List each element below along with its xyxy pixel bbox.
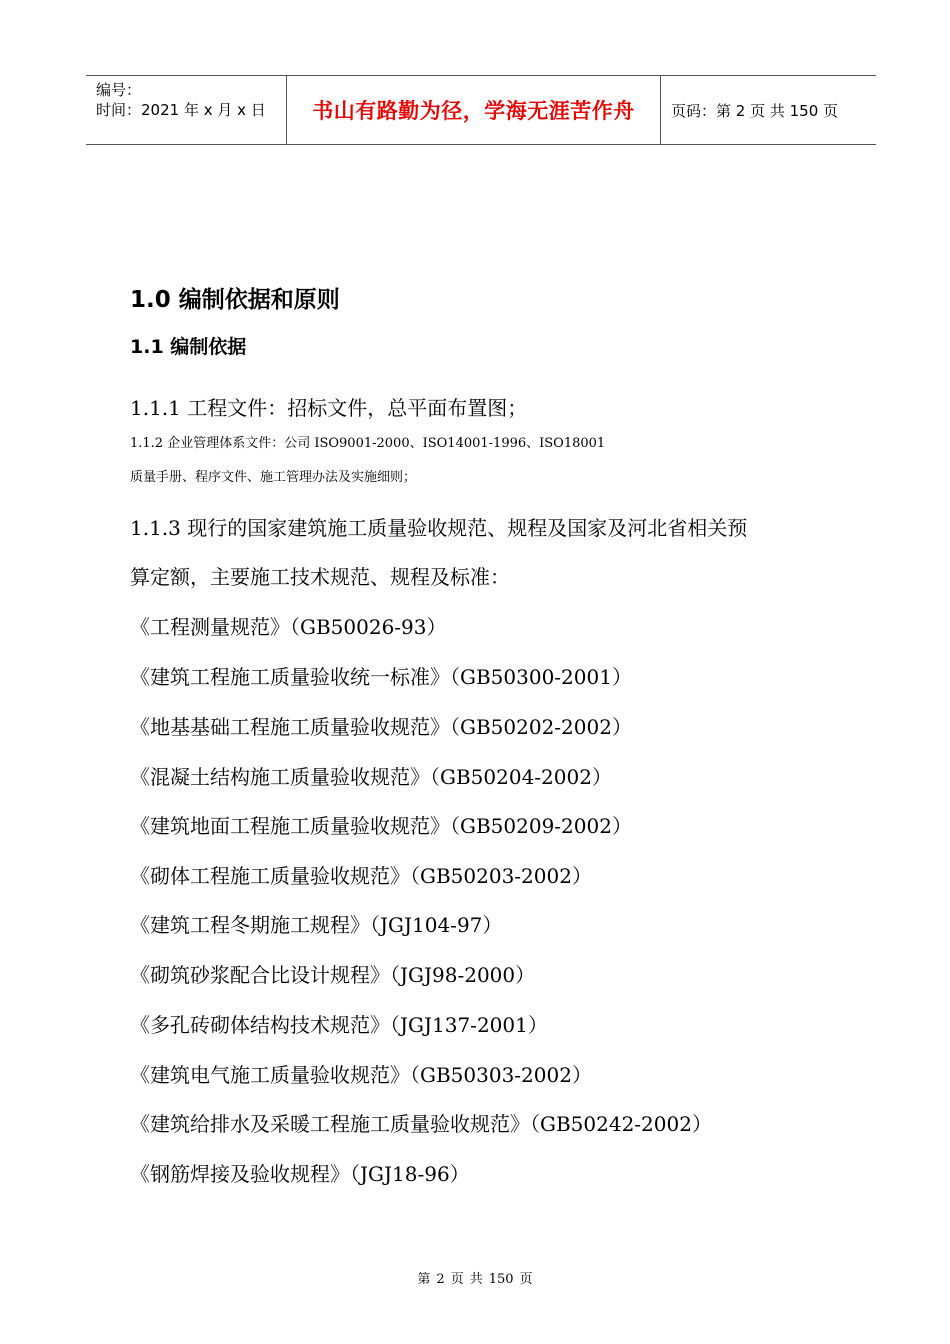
standard-item: 《工程测量规范》（GB50026-93） [130, 615, 447, 639]
standard-item: 《建筑工程冬期施工规程》（JGJ104-97） [130, 913, 503, 937]
page-footer [0, 1268, 950, 1287]
header-meta [86, 76, 287, 144]
header-motto: 书山有路勤为径，学海无涯苦作舟 [287, 76, 661, 144]
standard-item: 《钢筋焊接及验收规程》（JGJ18-96） [130, 1162, 470, 1186]
standard-item: 《建筑给排水及采暖工程施工质量验收规范》（GB50242-2002） [130, 1112, 712, 1136]
item-line: 1.1.1 工程文件：招标文件，总平面布置图； [130, 396, 528, 420]
page-header [86, 75, 876, 145]
footer-total-pages: 150 [488, 1272, 514, 1287]
item-line: 1.1.3 现行的国家建筑施工质量验收规范、规程及国家及河北省相关预 [130, 516, 748, 540]
standard-item: 《建筑工程施工质量验收统一标准》（GB50300-2001） [130, 665, 632, 689]
chapter-title: 1.0 编制依据和原则 [130, 287, 340, 313]
doc-time-label: 时间：2021 年 x 月 x 日 [96, 101, 266, 119]
item-line: 质量手册、程序文件、施工管理办法及实施细则； [130, 470, 417, 485]
doc-number-label: 编号： [96, 81, 142, 99]
footer-text: 页 [519, 1272, 533, 1287]
footer-text: 第 [417, 1272, 431, 1287]
item-line: 1.1.2 企业管理体系文件：公司 ISO9001-2000、ISO14001-1996、ISO18001 [130, 436, 606, 451]
footer-text: 页 [450, 1272, 464, 1287]
standard-item: 《地基基础工程施工质量验收规范》（GB50202-2002） [130, 715, 632, 739]
footer-page-number: 2 [436, 1272, 445, 1287]
standard-item: 《建筑地面工程施工质量验收规范》（GB50209-2002） [130, 814, 632, 838]
standard-item: 《多孔砖砌体结构技术规范》（JGJ137-2001） [130, 1013, 548, 1037]
header-page-label: 页码：第 2 页 共 150 页 [671, 101, 839, 120]
standard-item: 《砌体工程施工质量验收规范》（GB50203-2002） [130, 864, 592, 888]
standard-item: 《混凝土结构施工质量验收规范》（GB50204-2002） [130, 765, 612, 789]
standard-item: 《建筑电气施工质量验收规范》（GB50303-2002） [130, 1063, 592, 1087]
item-line: 算定额，主要施工技术规范、规程及标准： [130, 565, 510, 589]
section-title: 1.1 编制依据 [130, 336, 247, 358]
standard-item: 《砌筑砂浆配合比设计规程》（JGJ98-2000） [130, 963, 536, 987]
footer-text: 共 [469, 1272, 483, 1287]
